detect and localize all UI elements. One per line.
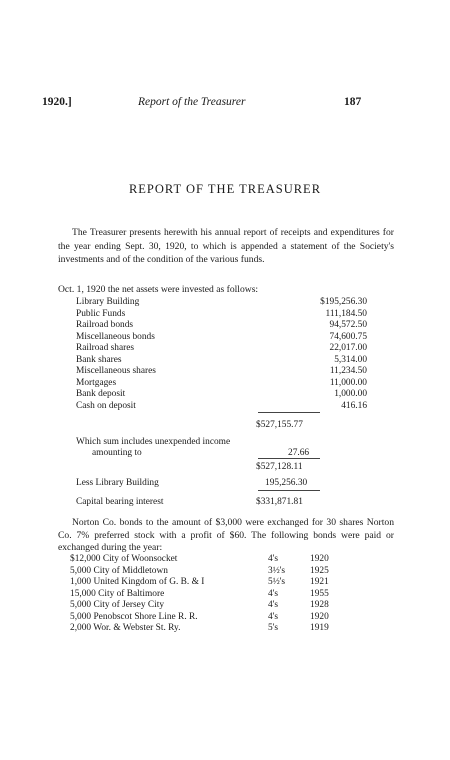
asset-row — [76, 320, 396, 332]
bond-rate: 4's — [268, 588, 279, 599]
asset-amount: 94,572.50 — [329, 320, 367, 330]
bond-row — [70, 600, 400, 612]
bond-rate: 4's — [268, 611, 279, 622]
capital-rule — [258, 490, 320, 491]
asset-amount: 5,314.00 — [334, 354, 367, 365]
bond-row — [70, 554, 400, 566]
asset-row — [76, 389, 396, 401]
capital-amount: $331,871.81 — [256, 497, 303, 507]
unexpended-amount: 27.66 — [288, 448, 310, 458]
bond-rate: 5's — [268, 623, 279, 633]
bond-year: 1925 — [310, 565, 329, 576]
bond-year: 1921 — [310, 577, 329, 587]
assets-lead-text: Oct. 1, 1920 the net assets were invested as follows: — [58, 284, 259, 295]
asset-label: Public Funds — [76, 308, 126, 319]
asset-row — [76, 309, 396, 321]
less-library-label: Less Library Building — [76, 478, 159, 488]
bond-year: 1920 — [310, 554, 329, 564]
header-page-number: 187 — [344, 96, 362, 108]
header-year: 1920.] — [42, 96, 72, 108]
asset-row — [76, 355, 396, 367]
capital-label: Capital bearing interest — [76, 497, 164, 507]
bonds-table — [70, 554, 400, 635]
bond-description: 5,000 Penobscot Shore Line R. R. — [70, 611, 198, 622]
bond-year: 1920 — [310, 611, 329, 622]
bond-row — [70, 612, 400, 624]
bond-description: $12,000 City of Woonsocket — [70, 554, 178, 564]
asset-amount: 11,234.50 — [329, 366, 367, 376]
bond-rate: 4's — [268, 554, 279, 564]
bond-rate: 4's — [268, 600, 279, 610]
asset-label: Cash on deposit — [76, 400, 136, 411]
bond-year: 1928 — [310, 600, 329, 610]
asset-label: Miscellaneous shares — [76, 366, 156, 376]
bond-row — [70, 566, 400, 578]
asset-label: Miscellaneous bonds — [76, 331, 155, 342]
bond-description: 15,000 City of Baltimore — [70, 588, 165, 599]
asset-row — [76, 401, 396, 413]
report-title: REPORT OF THE TREASURER — [128, 182, 322, 196]
bond-description: 5,000 City of Jersey City — [70, 600, 165, 610]
bond-row — [70, 623, 400, 635]
bond-year: 1919 — [310, 623, 329, 633]
total-rule — [258, 412, 320, 413]
bond-row — [70, 589, 400, 601]
bond-row — [70, 577, 400, 589]
unexpended-line-1: Which sum includes unexpended income — [76, 437, 231, 447]
intro-paragraph: The Treasurer presents herewith his annual report of receipts and expenditures for the year ending Sept. 30, 1920, to which is appended a statement of the Society's investments and of the condition of the various funds. — [58, 227, 394, 265]
bond-description: 1,000 United Kingdom of G. B. & I — [70, 577, 205, 587]
asset-row — [76, 332, 396, 344]
asset-label: Bank deposit — [76, 389, 126, 399]
asset-row — [76, 343, 396, 355]
header-running-title: Report of the Treasurer — [138, 96, 246, 108]
norton-paragraph: Norton Co. bonds to the amount of $3,000 were exchanged for 30 shares Norton Co. 7% preferred stock with a profit of $60. The following bonds were paid or exchanged during the year: — [58, 517, 394, 553]
asset-label: Bank shares — [76, 354, 122, 365]
bond-rate: 3½'s — [268, 565, 286, 576]
bond-rate: 5½'s — [268, 577, 286, 587]
asset-row — [76, 378, 396, 390]
subtotal-rule — [258, 458, 320, 459]
asset-amount: 111,184.50 — [325, 308, 367, 319]
asset-amount: 22,017.00 — [329, 343, 367, 353]
asset-label: Railroad bonds — [76, 320, 134, 330]
less-library-amount: 195,256.30 — [265, 478, 308, 488]
unexpended-line-2: amounting to — [92, 448, 142, 458]
bond-description: 2,000 Wor. & Webster St. Ry. — [70, 623, 181, 633]
asset-amount: 1,000.00 — [334, 389, 367, 399]
asset-amount: $195,256.30 — [320, 297, 367, 307]
asset-row — [76, 297, 396, 309]
bond-description: 5,000 City of Middletown — [70, 565, 168, 576]
asset-row — [76, 366, 396, 378]
asset-label: Railroad shares — [76, 343, 135, 353]
total-assets: $527,155.77 — [256, 420, 303, 430]
asset-amount: 416.16 — [341, 400, 367, 411]
bond-year: 1955 — [310, 588, 329, 599]
asset-amount: 74,600.75 — [329, 331, 367, 342]
asset-label: Mortgages — [76, 377, 117, 388]
asset-label: Library Building — [76, 297, 140, 307]
asset-amount: 11,000.00 — [329, 377, 367, 388]
subtotal-amount: $527,128.11 — [256, 462, 303, 472]
assets-table — [76, 297, 396, 412]
